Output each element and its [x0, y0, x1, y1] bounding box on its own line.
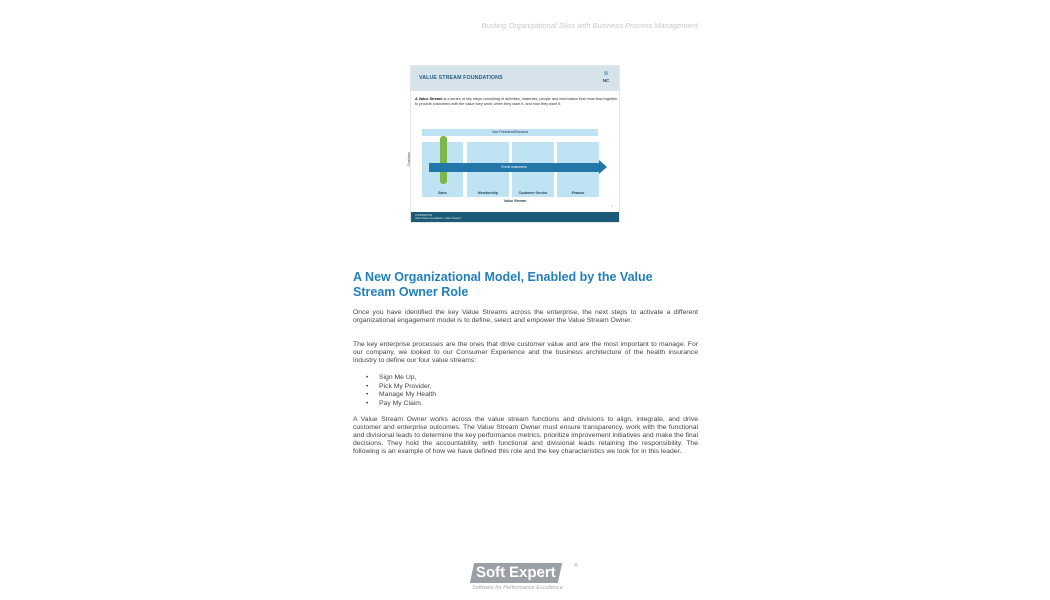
wave-icon: ≋: [603, 71, 609, 77]
slide-footer-line: Value Stream Foundations • Value Streams: [415, 217, 461, 220]
list-item: • Pay My Claim.: [366, 400, 436, 409]
body-paragraph: Once you have identified the key Value Streams across the enterprise, the next steps to activate a different organizational engagement model is to define, select and empower the Value Stream Owner.: [353, 309, 698, 324]
logo-wordmark: [470, 563, 562, 583]
slide-footer-line: CONFIDENTIAL: [415, 214, 433, 217]
function-column-label: Membership: [478, 191, 498, 195]
slide-footer: [411, 212, 619, 222]
vice-president-bar: Vice President/Directors: [422, 129, 598, 136]
value-stream-list: [366, 374, 436, 408]
body-paragraph: A Value Stream Owner works across the value stream functions and divisions to align, integrate, and drive customer and enterprise outcomes. The Value Stream Owner must ensure transparency, work with the functional and divisional leads to determine the key performance metrics, prioritize improvement initiatives and make the final decisions. They hold the accountability, with functional and divisional leads retaining the responsibility. The following is an example of how we have defined this role and the key characteristics we look for in this leader.: [353, 416, 698, 455]
value-stream-diagram: [407, 128, 619, 208]
slide-description-text: is a series of key steps consisting of activities, materials, people and information that must flow together to provide customers with the value they want, when they want it, and how they want it.: [415, 97, 618, 107]
function-bar: [440, 136, 447, 184]
function-column-label: Sales: [438, 191, 447, 195]
slide-logo: [599, 71, 613, 85]
slide-footer-text: [415, 214, 461, 220]
slide-logo-text: NC: [602, 78, 610, 83]
value-stream-arrow-head: [599, 160, 607, 174]
body-paragraph: The key enterprise processes are the ones that drive customer value and are the most important to manage. For our company, we looked to our Consumer Experience and the business architecture of the health insurance industry to define our four value streams:: [353, 341, 698, 364]
slide-title: VALUE STREAM FOUNDATIONS: [419, 75, 503, 81]
registered-mark: ®: [574, 563, 578, 569]
value-stream-axis-label: Value Stream: [503, 199, 527, 203]
slide-description: [415, 97, 619, 107]
logo-word: Soft: [474, 564, 507, 581]
slide-page-number: 1: [611, 204, 613, 208]
value-stream-arrow: Enroll customers: [429, 163, 599, 172]
slide-description-term: A Value Stream: [415, 97, 443, 101]
list-item: • Sign Me Up,: [366, 374, 436, 383]
functions-axis-label: Functions: [407, 152, 411, 166]
logo-tagline: Software for Performance Excellence: [472, 585, 563, 591]
embedded-slide-image: [407, 66, 619, 222]
function-column-label: Customer Service: [518, 191, 548, 195]
section-heading: A New Organizational Model, Enabled by the Value Stream Owner Role: [353, 270, 653, 299]
list-item: • Pick My Provider,: [366, 383, 436, 392]
running-header: Busting Organizational Silos with Business Process Management: [481, 21, 698, 30]
logo-word: Expert: [507, 564, 558, 581]
function-column-label: Finance: [571, 191, 585, 195]
softexpert-logo: [470, 563, 580, 593]
list-item: • Manage My Health: [366, 391, 436, 400]
slide-header: [411, 66, 619, 91]
